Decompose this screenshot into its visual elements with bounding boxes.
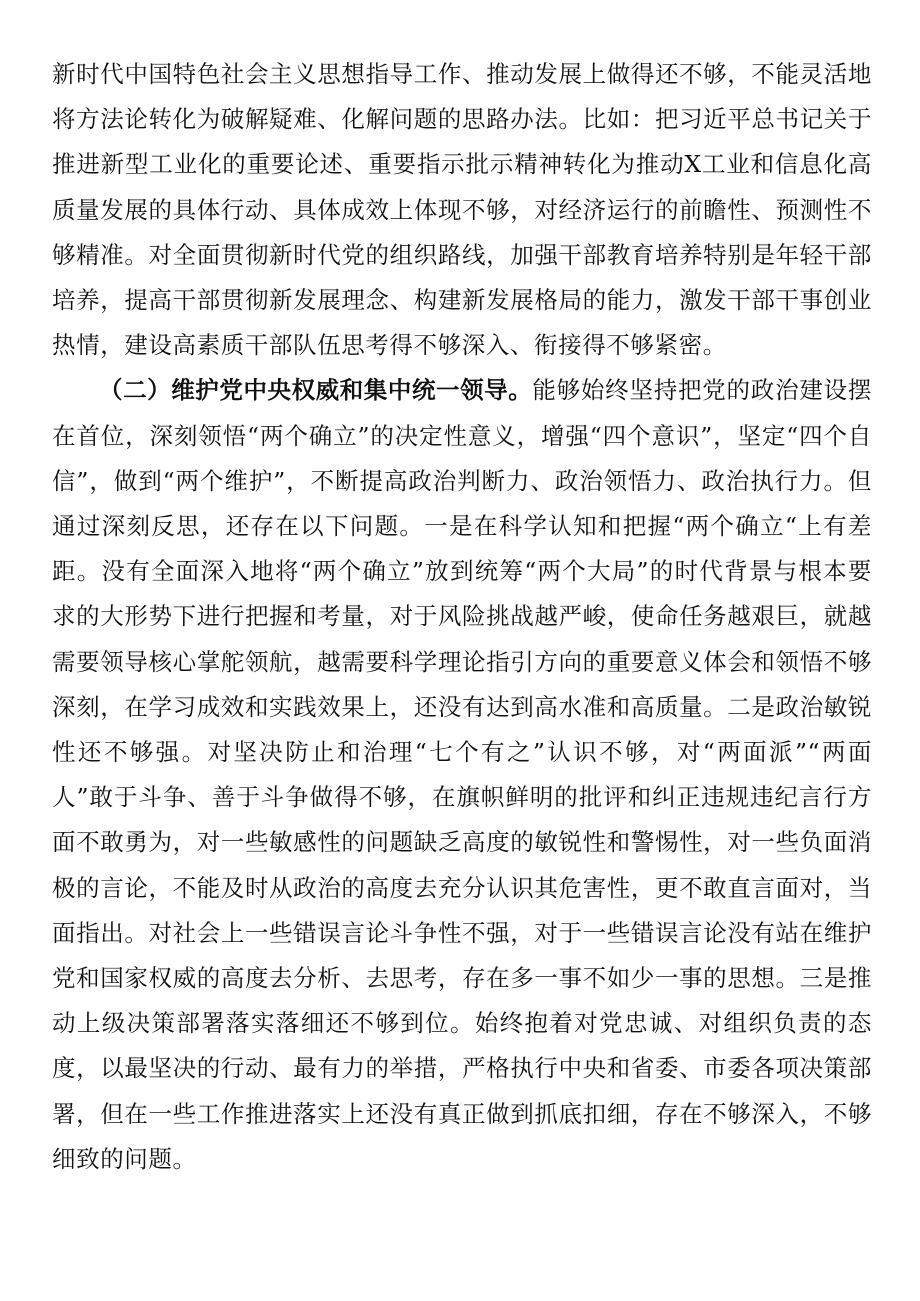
document-body — [52, 52, 872, 1182]
paragraph-text: 能够始终坚持把党的政治建设摆在首位，深刻领悟“两个确立”的决定性意义，增强“四个意识”，坚定“四个自信”，做到“两个维护”，不断提高政治判断力、政治领悟力、政治执行力。但通过深刻反思，还存在以下问题。一是在科学认知和把握“两个确立“上有差距。没有全面深入地将“两个确立”放到统筹“两个大局”的时代背景与根本要求的大形势下进行把握和考量，对于风险挑战越严峻，使命任务越艰巨，就越需要领导核心掌舵领航，越需要科学理论指引方向的重要意义体会和领悟不够深刻，在学习成效和实践效果上，还没有达到高水准和高质量。二是政治敏锐性还不够强。对坚决防止和治理“七个有之”认识不够，对“两面派”“两面人”敢于斗争、善于斗争做得不够，在旗帜鲜明的批评和纠正违规违纪言行方面不敢勇为，对一些敏感性的问题缺乏高度的敏锐性和警惕性，对一些负面消极的言论，不能及时从政治的高度去充分认识其危害性，更不敢直言面对，当面指出。对社会上一些错误言论斗争性不强，对于一些错误言论没有站在维护党和国家权威的高度去分析、去思考，存在多一事不如少一事的思想。三是推动上级决策部署落实落细还不够到位。始终抱着对党忠诚、对组织负责的态度，以最坚决的行动、最有力的举措，严格执行中央和省委、市委各项决策部署，但在一些工作推进落实上还没有真正做到抓底扣细，存在不够深入，不够细致的问题。 — [52, 376, 873, 1173]
paragraph-continuation — [52, 52, 872, 368]
paragraph-text: 新时代中国特色社会主义思想指导工作、推动发展上做得还不够，不能灵活地将方法论转化为破解疑难、化解问题的思路办法。比如：把习近平总书记关于推进新型工业化的重要论述、重要指示批示精神转化为推动X工业和信息化高质量发展的具体行动、具体成效上体现不够，对经济运行的前瞻性、预测性不够精准。对全面贯彻新时代党的组织路线，加强干部教育培养特别是年轻干部培养，提高干部贯彻新发展理念、构建新发展格局的能力，激发干部干事创业热情，建设高素质干部队伍思考得不够深入、衔接得不够紧密。 — [52, 60, 872, 360]
paragraph-section-2 — [52, 368, 872, 1182]
section-heading: （二）维护党中央权威和集中统一领导。 — [99, 376, 533, 405]
